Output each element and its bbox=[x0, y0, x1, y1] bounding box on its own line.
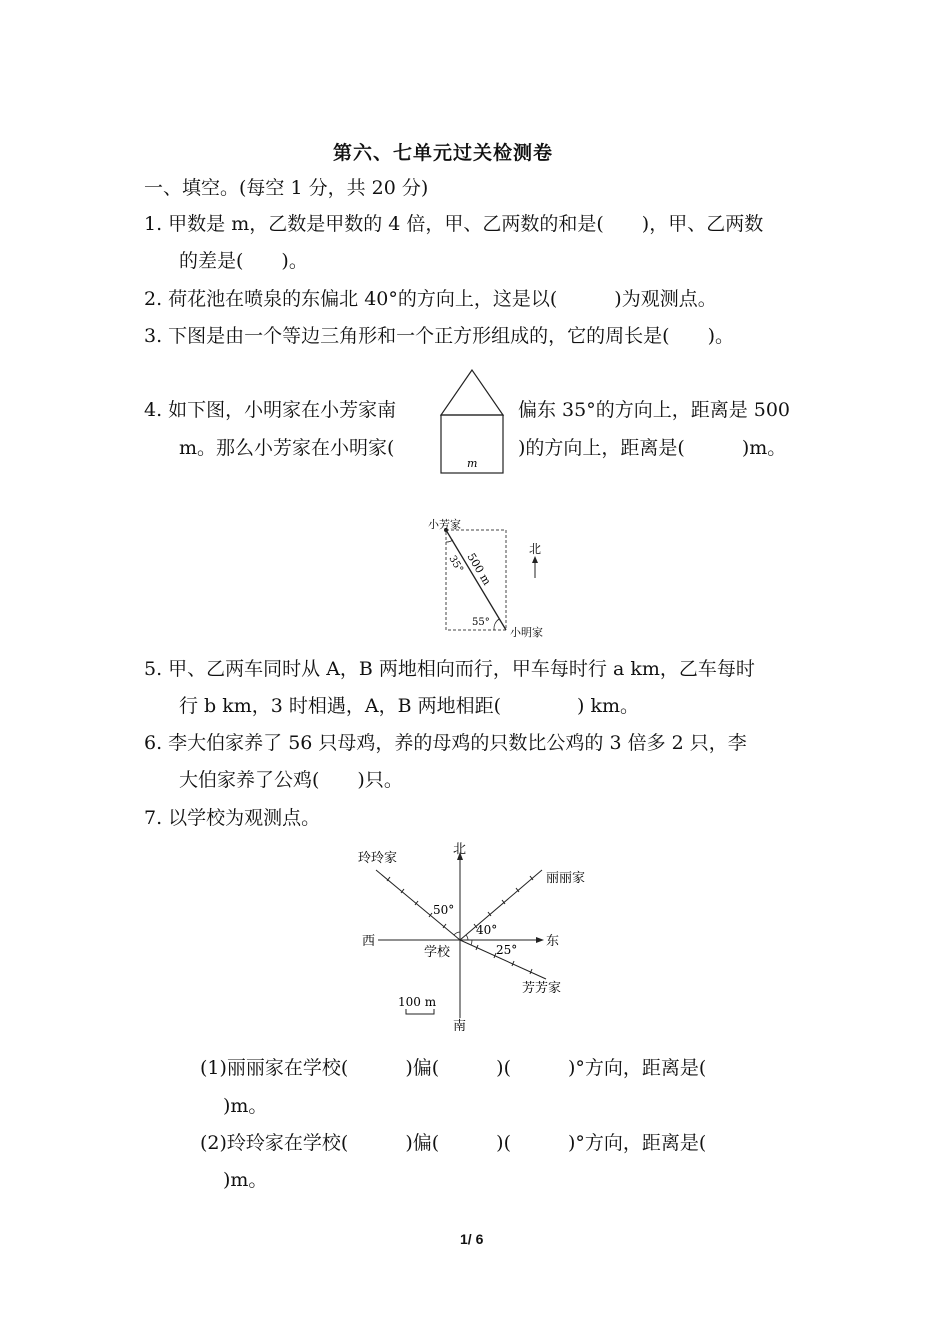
north-label: 北 bbox=[529, 542, 542, 556]
question-7-sub-1b: )m。 bbox=[223, 1095, 268, 1117]
lingling-label: 玲玲家 bbox=[358, 851, 398, 866]
angle-arc-35 bbox=[446, 540, 453, 542]
triangle-square-figure bbox=[438, 366, 508, 478]
north-arrow-icon bbox=[532, 556, 538, 563]
question-4-line-1b: 偏东 35°的方向上，距离是 500 bbox=[518, 399, 791, 421]
direction-figure-q7 bbox=[350, 836, 590, 1034]
angle-55-label: 55° bbox=[472, 617, 490, 628]
side-label: m bbox=[467, 457, 478, 470]
route-line bbox=[446, 530, 506, 630]
page-title: 第六、七单元过关检测卷 bbox=[333, 142, 554, 164]
ray-lili bbox=[460, 870, 542, 940]
question-6-line-1: 6. 李大伯家养了 56 只母鸡，养的母鸡的只数比公鸡的 3 倍多 2 只，李 bbox=[144, 732, 747, 754]
east-label: 东 bbox=[546, 934, 560, 949]
xiaofang-label: 小芳家 bbox=[428, 518, 461, 531]
west-label: 西 bbox=[362, 934, 376, 949]
question-7-sub-1a: (1)丽丽家在学校( )偏( )( )°方向，距离是( bbox=[200, 1057, 707, 1079]
north-label: 北 bbox=[453, 842, 467, 857]
equilateral-triangle bbox=[441, 370, 503, 415]
scale-bar bbox=[406, 1009, 434, 1014]
scale-label: 100 m bbox=[398, 995, 437, 1009]
angle-25-label: 25° bbox=[496, 943, 518, 957]
question-4-line-1a: 4. 如下图，小明家在小芳家南 bbox=[144, 399, 397, 421]
question-3: 3. 下图是由一个等边三角形和一个正方形组成的，它的周长是( )。 bbox=[144, 325, 734, 347]
question-7-heading: 7. 以学校为观测点。 bbox=[144, 807, 321, 829]
angle-arc-55 bbox=[494, 619, 499, 630]
arc-50 bbox=[454, 932, 460, 935]
angle-40-label: 40° bbox=[476, 923, 498, 937]
fangfang-label: 芳芳家 bbox=[522, 981, 562, 996]
question-5-line-1: 5. 甲、乙两车同时从 A，B 两地相向而行，甲车每时行 a km，乙车每时 bbox=[144, 658, 755, 680]
question-4-line-2a: m。那么小芳家在小明家( bbox=[179, 437, 395, 459]
question-2: 2. 荷花池在喷泉的东偏北 40°的方向上，这是以( )为观测点。 bbox=[144, 288, 717, 310]
page-number: 1/ 6 bbox=[460, 1231, 484, 1247]
arc-25 bbox=[471, 940, 472, 945]
xiaoming-label: 小明家 bbox=[510, 626, 543, 639]
question-6-line-2: 大伯家养了公鸡( )只。 bbox=[179, 769, 403, 791]
question-4-line-2b: )的方向上，距离是( )m。 bbox=[518, 437, 787, 459]
east-arrow-icon bbox=[536, 937, 544, 943]
question-5-line-2: 行 b km，3 时相遇，A，B 两地相距( ) km。 bbox=[179, 695, 640, 717]
question-7-sub-2b: )m。 bbox=[223, 1169, 268, 1191]
angle-35-label: 35° bbox=[446, 553, 465, 575]
section-heading: 一、填空。(每空 1 分，共 20 分) bbox=[144, 177, 429, 199]
question-1-line-2: 的差是( )。 bbox=[179, 250, 308, 272]
arc-40 bbox=[466, 935, 468, 940]
angle-50-label: 50° bbox=[433, 903, 455, 917]
south-label: 南 bbox=[453, 1019, 467, 1034]
direction-figure-q4 bbox=[420, 516, 560, 644]
question-7-sub-2a: (2)玲玲家在学校( )偏( )( )°方向，距离是( bbox=[200, 1132, 707, 1154]
question-1-line-1: 1. 甲数是 m，乙数是甲数的 4 倍，甲、乙两数的和是( )，甲、乙两数 bbox=[144, 213, 764, 235]
lili-label: 丽丽家 bbox=[546, 871, 586, 886]
distance-label: 500 m bbox=[464, 550, 494, 588]
school-label: 学校 bbox=[424, 945, 451, 960]
